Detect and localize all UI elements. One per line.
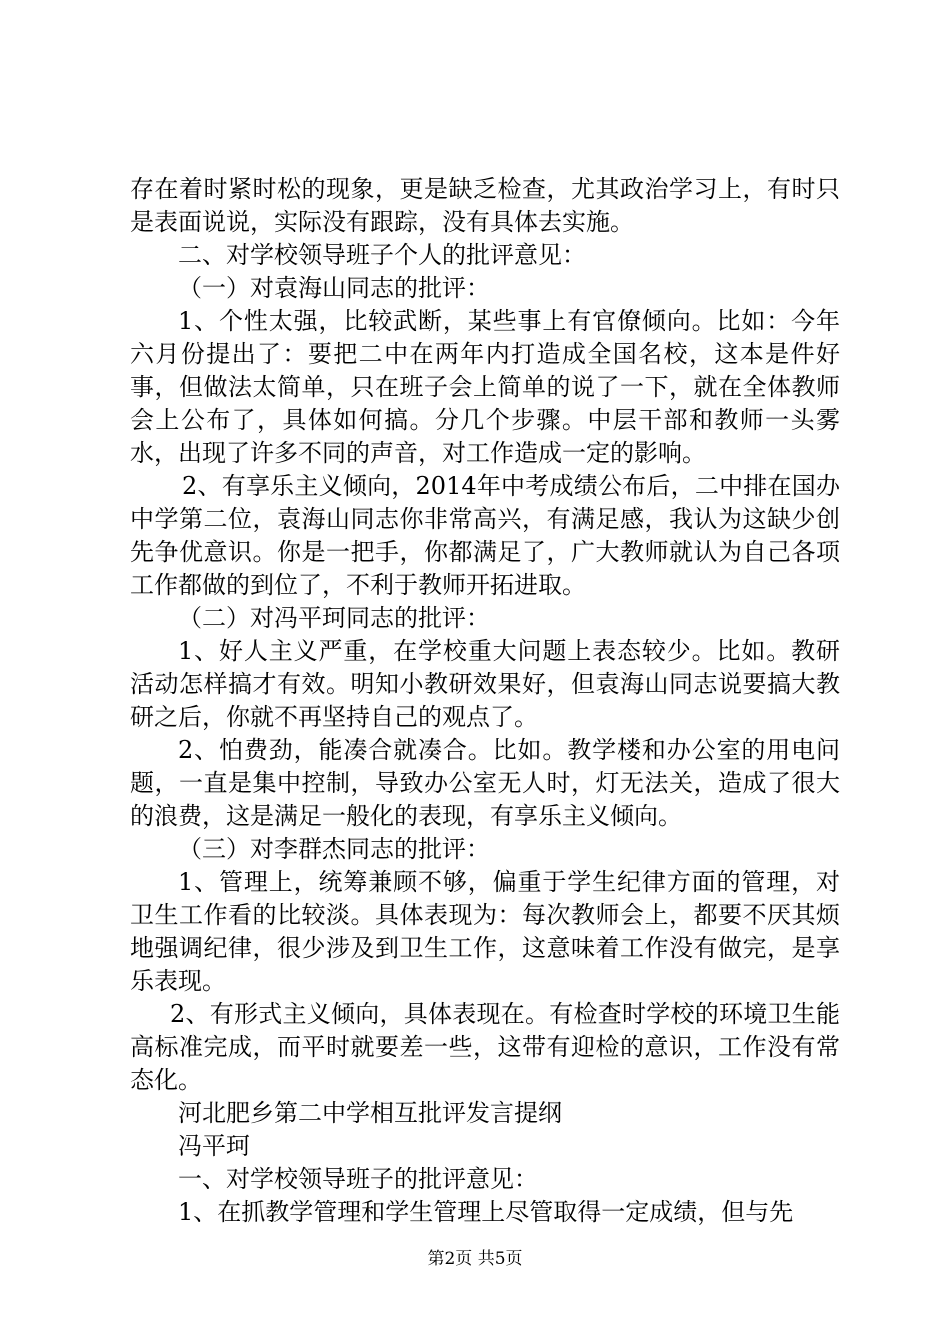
paragraph-feng-point-2: 2、怕费劲，能凑合就凑合。比如。教学楼和办公室的用电问题，一直是集中控制，导致办公室无人时，灯无法关，造成了很大的浪费，这是满足一般化的表现，有享乐主义倾向。: [130, 736, 840, 830]
paragraph-continuation: 存在着时紧时松的现象，更是缺乏检查，尤其政治学习上，有时只是表面说说，实际没有跟踪，没有具体去实施。: [130, 175, 840, 236]
page-number-footer: 第2页 共5页: [427, 1249, 523, 1269]
paragraph-li-point-2: 2、有形式主义倾向，具体表现在。有检查时学校的环境卫生能高标准完成，而平时就要差一些，这带有迎检的意识，工作没有常态化。: [130, 1000, 840, 1094]
subheading-yuan-haishan: （一）对袁海山同志的批评：: [178, 274, 490, 302]
section-heading-team-criticism: 一、对学校领导班子的批评意见：: [178, 1165, 538, 1193]
subheading-feng-pingke: （二）对冯平珂同志的批评：: [178, 604, 490, 632]
section-heading-individual-criticism: 二、对学校领导班子个人的批评意见：: [178, 241, 586, 269]
paragraph-feng-point-1: 1、好人主义严重，在学校重大问题上表态较少。比如。教研活动怎样搞才有效。明知小教研效果好，但袁海山同志说要搞大教研之后，你就不再坚持自己的观点了。: [130, 637, 840, 731]
author-name: 冯平珂: [178, 1132, 250, 1160]
paragraph-team-point-1: 1、在抓教学管理和学生管理上尽管取得一定成绩，但与先: [178, 1198, 794, 1226]
paragraph-li-point-1: 1、管理上，统筹兼顾不够，偏重于学生纪律方面的管理，对卫生工作看的比较淡。具体表现为：每次教师会上，都要不厌其烦地强调纪律，很少涉及到卫生工作，这意味着工作没有做完，是享乐表现。: [130, 868, 840, 995]
document-title: 河北肥乡第二中学相互批评发言提纲: [178, 1099, 562, 1127]
paragraph-yuan-point-1: 1、个性太强，比较武断，某些事上有官僚倾向。比如：今年六月份提出了：要把二中在两年内打造成全国名校，这本是件好事，但做法太简单，只在班子会上简单的说了一下，就在全体教师会上公布了，具体如何搞。分几个步骤。中层干部和教师一头雾水，出现了许多不同的声音，对工作造成一定的影响。: [130, 307, 840, 467]
document-body: [130, 173, 840, 1229]
subheading-li-qunjie: （三）对李群杰同志的批评：: [178, 835, 490, 863]
paragraph-yuan-point-2: 2、有享乐主义倾向，2014年中考成绩公布后，二中排在国办中学第二位，袁海山同志你非常高兴，有满足感，我认为这缺少创先争优意识。你是一把手，你都满足了，广大教师就认为自己各项工作都做的到位了，不利于教师开拓进取。: [130, 472, 840, 599]
